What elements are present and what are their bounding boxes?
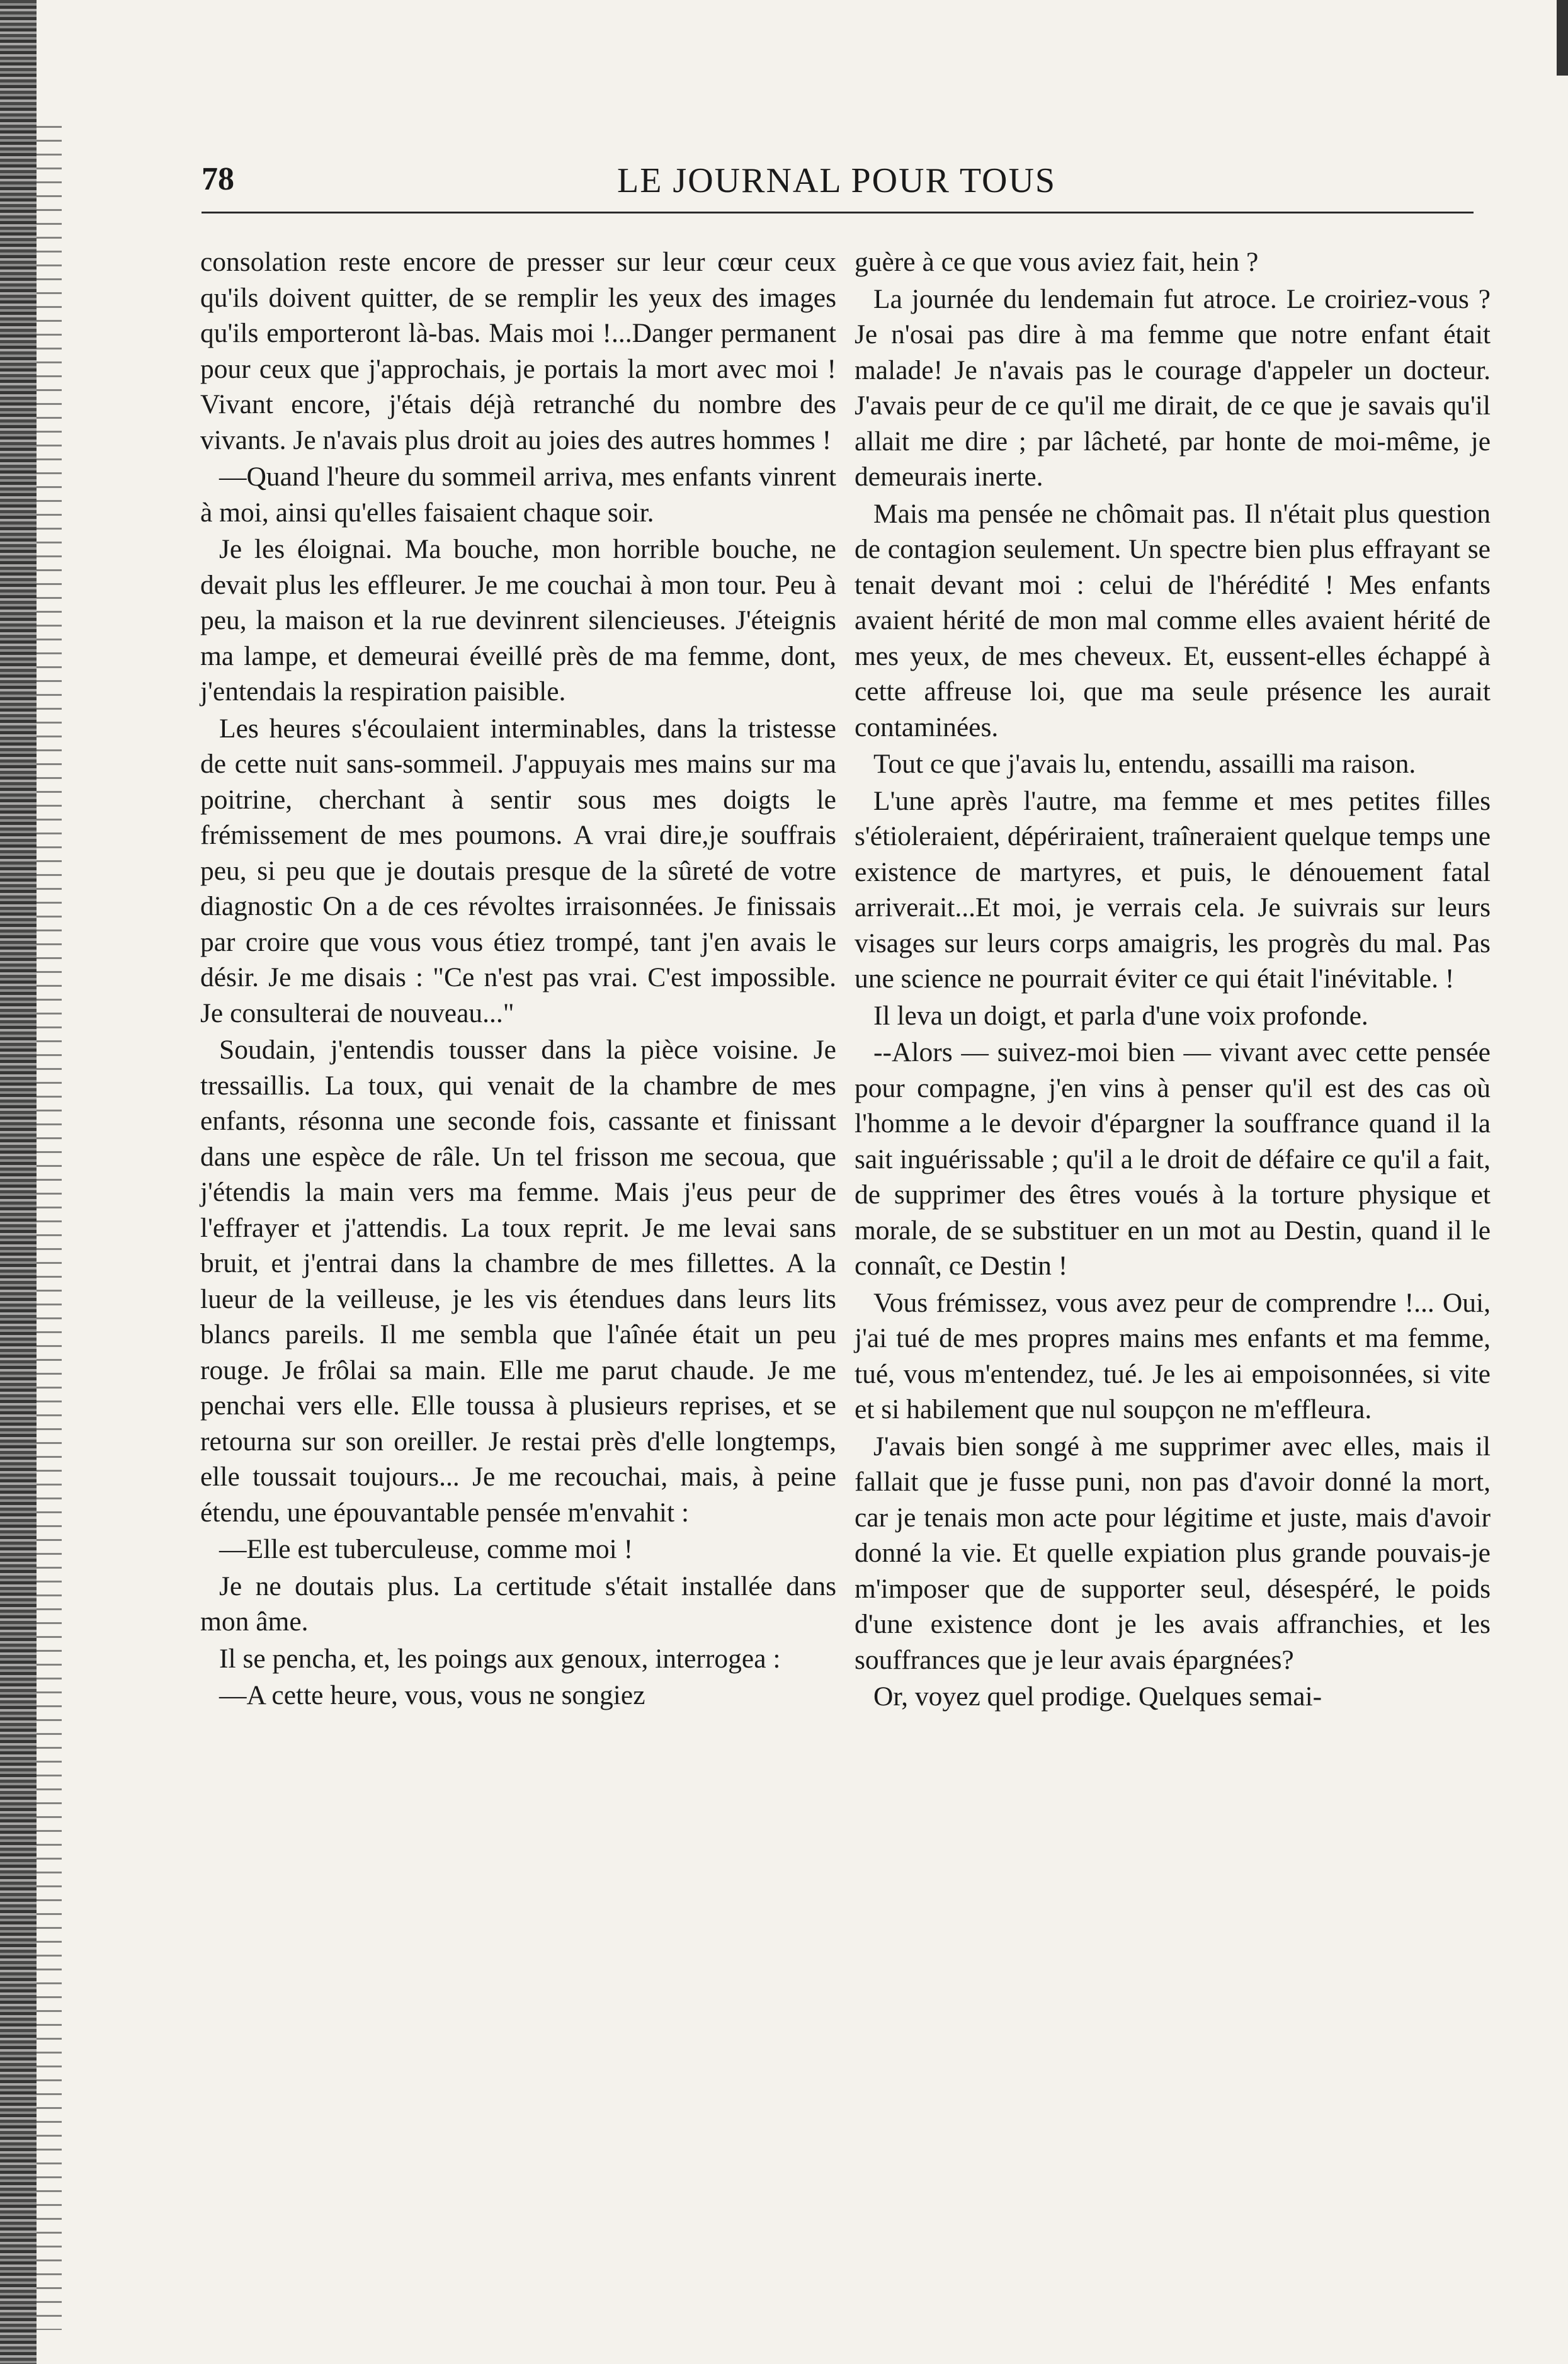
page-edge-mark: [1557, 0, 1568, 76]
right-column: [855, 244, 1491, 1716]
paragraph: --Alors — suivez-moi bien — vivant avec cette pensée pour compagne, j'en vins à penser qu'il est des cas où l'homme a le devoir d'épargner la souffrance quand il la sait inguérissable ; qu'il a le droit de défaire ce qu'il a fait, de supprimer des êtres voués à la torture physique et morale, de se substituer en un mot au Destin, quand il le connaît, ce Destin !: [855, 1037, 1491, 1281]
paragraph: Les heures s'écoulaient interminables, dans la tristesse de cette nuit sans-sommeil. J'appuyais mes mains sur ma poitrine, cherchant à sentir sous mes doigts le frémissement de mes poumons. A vrai dire,je souffrais peu, si peu que je doutais presque de la sûreté de votre diagnostic On a de ces révoltes irraisonnées. Je finissais par croire que vous vous étiez trompé, tant j'en avais le désir. Je me disais : "Ce n'est pas vrai. C'est impossible. Je consulterai de nouveau...": [200, 713, 836, 1028]
running-title: LE JOURNAL POUR TOUS: [617, 161, 1057, 200]
paragraph: L'une après l'autre, ma femme et mes petites filles s'étioleraient, dépériraient, traîneraient quelque temps une existence de martyres, et puis, le dénouement fatal arriverait...Et moi, je verrais cela. Je suivrais sur leurs visages sur leurs corps amaigris, les progrès du mal. Pas une science ne pourrait éviter ce qui était l'inévitable. !: [855, 785, 1491, 994]
paragraph: Je ne doutais plus. La certitude s'était installée dans mon âme.: [200, 1571, 836, 1637]
paragraph: guère à ce que vous aviez fait, hein ?: [855, 247, 1259, 277]
left-column: [200, 244, 836, 1715]
binding-shadow: [37, 126, 62, 2330]
paragraph: consolation reste encore de presser sur leur cœur ceux qu'ils doivent quitter, de se remplir les yeux des images qu'ils emporteront là-bas. Mais moi !...Danger permanent pour ceux que j'approchais, je portais la mort avec moi ! Vivant encore, j'étais déjà retranché du nombre des vivants. Je n'avais plus droit au joies des autres hommes !: [200, 247, 836, 455]
paragraph: Il se pencha, et, les poings aux genoux, interrogea :: [219, 1643, 781, 1674]
page-header: [202, 161, 1474, 205]
header-rule: [202, 212, 1474, 213]
paragraph: Soudain, j'entendis tousser dans la pièce voisine. Je tressaillis. La toux, qui venait de la chambre de mes enfants, résonna une seconde fois, cassante et finissant dans une espèce de râle. Un tel frisson me secoua, que j'étendis la main vers ma femme. Mais j'eus peur de l'effrayer et j'attendis. La toux reprit. Je me levai sans bruit, et j'entrai dans la chambre de mes fillettes. A la lueur de la veilleuse, je les vis étendues dans leurs lits blancs pareils. Il me sembla que l'aînée était un peu rouge. Je frôlai sa main. Elle me parut chaude. Je me penchai vers elle. Elle toussa à plusieurs reprises, et se retourna sur son oreiller. Je restai près d'elle longtemps, elle toussait toujours... Je me recouchai, mais, à peine étendu, une épouvantable pensée m'envahit :: [200, 1035, 836, 1528]
page-number: 78: [202, 161, 234, 197]
paragraph: Je les éloignai. Ma bouche, mon horrible bouche, ne devait plus les effleurer. Je me couchai à mon tour. Peu à peu, la maison et la rue devinrent silencieuses. J'éteignis ma lampe, et demeurai éveillé près de ma femme, dont, j'entendais la respiration paisible.: [200, 534, 836, 707]
paragraph: —A cette heure, vous, vous ne songiez: [219, 1680, 645, 1710]
paragraph: J'avais bien songé à me supprimer avec elles, mais il fallait que je fusse puni, non pas d'avoir donné la mort, car je tenais mon acte pour légitime et juste, mais d'avoir donné la vie. Et quelle expiation plus grande pouvais-je m'imposer que de supporter seul, désespéré, le poids d'une existence dont je les avais affranchies, et les souffrances que je leur avais épargnées?: [855, 1431, 1491, 1675]
binding-edge: [0, 0, 37, 2364]
paragraph: Il leva un doigt, et parla d'une voix profonde.: [873, 1000, 1368, 1031]
paragraph: Tout ce que j'avais lu, entendu, assailli ma raison.: [873, 749, 1416, 779]
paragraph: —Quand l'heure du sommeil arriva, mes enfants vinrent à moi, ainsi qu'elles faisaient chaque soir.: [200, 462, 836, 528]
paragraph: Mais ma pensée ne chômait pas. Il n'était plus question de contagion seulement. Un spectre bien plus effrayant se tenait devant moi : celui de l'hérédité ! Mes enfants avaient hérité de mon mal comme elles avaient hérité de mes yeux, de mes cheveux. Et, eussent-elles échappé à cette affreuse loi, que ma seule présence les aurait contaminées.: [855, 498, 1491, 742]
paragraph: Vous frémissez, vous avez peur de comprendre !... Oui, j'ai tué de mes propres mains mes enfants et ma femme, tué, vous m'entendez, tué. Je les ai empoisonnées, si vite et si habilement que nul soupçon ne m'effleura.: [855, 1287, 1491, 1424]
paragraph: Or, voyez quel prodige. Quelques semai-: [873, 1681, 1322, 1712]
paragraph: La journée du lendemain fut atroce. Le croiriez-vous ? Je n'osai pas dire à ma femme que notre enfant était malade! Je n'avais pas le courage d'appeler un docteur. J'avais peur de ce qu'il me dirait, de ce que je savais qu'il allait me dire ; par lâcheté, par honte de moi-même, je demeurais inerte.: [855, 283, 1491, 492]
paragraph: —Elle est tuberculeuse, comme moi !: [219, 1534, 633, 1564]
